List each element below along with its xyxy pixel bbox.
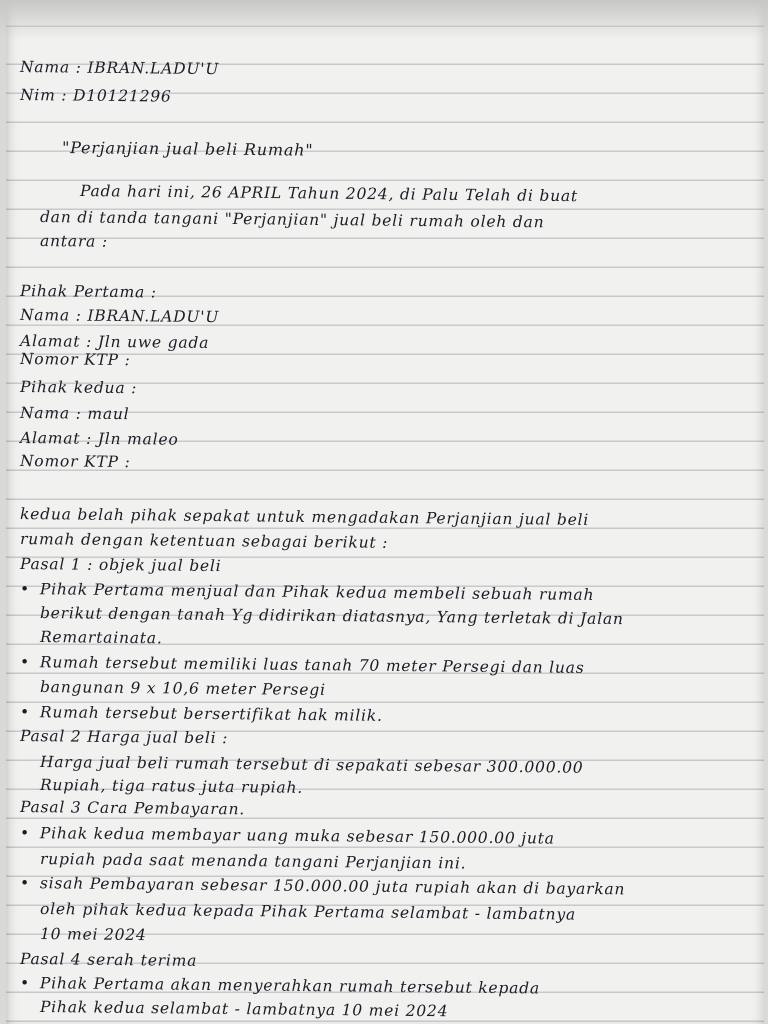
pasal1-bullet1-line3: Remartainata.	[39, 628, 163, 648]
page-top-shadow	[0, 0, 768, 40]
document-title: "Perjanjian jual beli Rumah"	[61, 138, 314, 160]
nama-line: Nama : IBRAN.LADU'U	[19, 58, 220, 79]
pihak-pertama-heading: Pihak Pertama :	[19, 282, 157, 302]
pasal4-bullet1-line2: Pihak kedua selambat - lambatnya 10 mei 2024	[39, 998, 449, 1021]
agreement-line-2: rumah dengan ketentuan sebagai berikut :	[19, 530, 389, 552]
pihak-kedua-heading: Pihak kedua :	[19, 378, 138, 398]
intro-line-1: Pada hari ini, 26 APRIL Tahun 2024, di Palu Telah di buat	[79, 182, 579, 206]
pasal3-bullet2-line2: oleh pihak kedua kepada Pihak Pertama selambat - lambatnya	[39, 900, 577, 924]
pasal1-bullet2-line2: bangunan 9 x 10,6 meter Persegi	[39, 678, 326, 699]
nim-line: Nim : D10121296	[19, 86, 172, 106]
pasal4-heading: Pasal 4 serah terima	[19, 950, 198, 970]
intro-line-2: dan di tanda tangani "Perjanjian" jual beli rumah oleh dan	[39, 208, 545, 232]
pasal1-heading: Pasal 1 : objek jual beli	[19, 555, 222, 576]
pasal1-bullet1-line2: berikut dengan tanah Yg didirikan diatasnya, Yang terletak di Jalan	[39, 604, 624, 629]
pasal1-bullet1-line1: • Pihak Pertama menjual dan Pihak kedua membeli sebuah rumah	[20, 580, 595, 604]
pihak-pertama-nama: Nama : IBRAN.LADU'U	[19, 306, 220, 327]
pasal2-line2: Rupiah, tiga ratus juta rupiah.	[39, 776, 304, 797]
agreement-line-1: kedua belah pihak sepakat untuk mengadakan Perjanjian jual beli	[19, 505, 590, 529]
pasal3-heading: Pasal 3 Cara Pembayaran.	[19, 798, 246, 819]
pasal1-bullet2-line1: • Rumah tersebut memiliki luas tanah 70 meter Persegi dan luas	[20, 653, 585, 677]
pasal3-bullet2-line1: • sisah Pembayaran sebesar 150.000.00 juta rupiah akan di bayarkan	[20, 874, 625, 898]
pihak-kedua-ktp: Nomor KTP :	[19, 452, 131, 472]
pasal3-bullet1-line1: • Pihak kedua membayar uang muka sebesar 150.000.00 juta	[20, 824, 555, 848]
pasal3-bullet1-line2: rupiah pada saat menanda tangani Perjanjian ini.	[39, 850, 467, 873]
pasal2-line1: Harga jual beli rumah tersebut di sepakati sebesar 300.000.00	[39, 753, 584, 777]
pasal3-bullet2-line3: 10 mei 2024	[39, 925, 147, 945]
pasal4-bullet1-line1: • Pihak Pertama akan menyerahkan rumah tersebut kepada	[20, 974, 540, 997]
pihak-kedua-alamat: Alamat : Jln maleo	[19, 429, 179, 449]
pihak-kedua-nama: Nama : maul	[19, 404, 130, 424]
pasal2-heading: Pasal 2 Harga jual beli :	[19, 727, 229, 748]
pihak-pertama-alamat: Alamat : Jln uwe gada	[19, 332, 210, 352]
pihak-pertama-ktp: Nomor KTP :	[19, 350, 131, 370]
pasal1-bullet3: • Rumah tersebut bersertifikat hak milik.	[20, 703, 383, 725]
intro-line-3: antara :	[39, 232, 108, 251]
